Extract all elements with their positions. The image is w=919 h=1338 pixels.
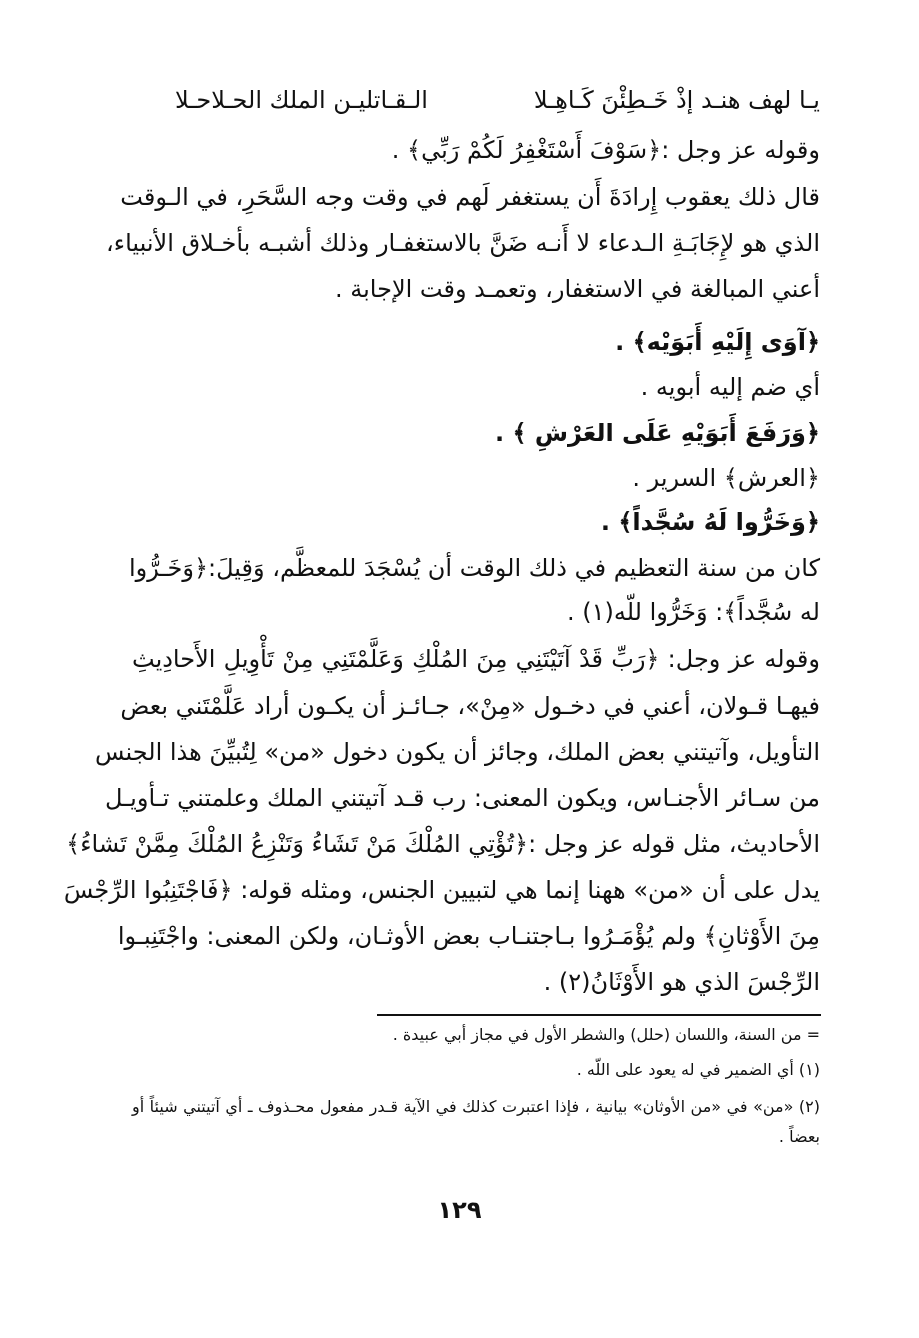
verse-line: ﴿آوَى إِلَيْهِ أَبَوَيْه﴾ .: [615, 328, 820, 356]
text-line: وقوله عز وجل: ﴿رَبِّ قَدْ آتَيْتَنِي مِنَ المُلْكِ وَعَلَّمْتَنِي مِنْ تَأْوِيلِ الأَحادِيثِ: [132, 645, 820, 673]
text-line: أعني المبالغة في الاستغفار، وتعمـد وقت الإجابة .: [334, 275, 820, 303]
text-line: الأحاديث، مثل قوله عز وجل :﴿تُؤْتِي المُلْكَ مَنْ تَشَاءُ وَتَنْزِعُ المُلْكَ مِمَّنْ تَشاءُ﴾: [66, 830, 820, 858]
text-line: ﴿العرش﴾ السرير .: [632, 464, 820, 492]
text-line: أي ضم إليه أبويه .: [640, 373, 820, 401]
text-line: وقوله عز وجل :﴿سَوْفَ أَسْتَغْفِرُ لَكُمْ رَبِّي﴾ .: [391, 136, 820, 164]
page-number: ١٢٩: [437, 1196, 482, 1224]
text-line: من سـائر الأجنـاس، ويكون المعنى: رب قـد آتيتني الملك وعلمتني تـأويـل: [104, 784, 820, 812]
text-line: له سُجَّداً﴾: وَخَرُّوا للّه(١) .: [566, 598, 820, 626]
poem-left-hemistich: الـقـاتليـن الملك الحـلاحـلا: [175, 86, 428, 114]
text-line: الذي هو لإِجَابَـةِ الـدعاء لا أَنـه ضَنَّ بالاستغفـار وذلك أشبـه بأخـلاق الأنبياء،: [106, 229, 820, 257]
poem-right-hemistich: يـا لهف هنـد إذْ خَـطِئْنَ كَـاهِـلا: [533, 86, 820, 114]
text-line: فيهـا قـولان، أعني في دخـول «مِنْ»، جـائـز أن يكـون أراد عَلَّمْتَني بعض: [120, 692, 820, 720]
text-line: مِنَ الأَوْثانِ﴾ ولم يُؤْمَـرُوا بـاجتنـاب بعض الأوثـان، ولكن المعنى: واجْتَنِبـوا: [117, 922, 820, 950]
footnote-continuation: = من السنة، واللسان (حلل) والشطر الأول في مجاز أبي عبيدة .: [392, 1025, 820, 1044]
text-line: الرِّجْسَ الذي هو الأَوْثَانُ(٢) .: [543, 968, 820, 996]
verse-line: ﴿وَرَفَعَ أَبَوَيْهِ عَلَى العَرْشِ ﴾ .: [494, 419, 820, 447]
footnote-separator: [377, 1014, 821, 1016]
text-line: كان من سنة التعظيم في ذلك الوقت أن يُسْجَدَ للمعظَّم، وَقِيلَ:﴿وَخَـرُّوا: [129, 554, 820, 582]
footnote-2-continuation: بعضاً .: [778, 1127, 820, 1146]
verse-line: ﴿وَخَرُّوا لَهُ سُجَّداً﴾ .: [600, 508, 820, 536]
footnote-1: (١) أي الضمير في له يعود على اللّه .: [576, 1060, 820, 1079]
footnote-2: (٢) «من» في «من الأوثان» بيانية ، فإذا اعتبرت كذلك في الآية قـدر مفعول محـذوف ـ أي آتيتني شيئاً أو: [132, 1097, 820, 1116]
text-line: يدل على أن «من» ههنا إنما هي لتبيين الجنس، ومثله قوله: ﴿فَاجْتَنِبُوا الرِّجْسَ: [63, 876, 820, 904]
text-line: قال ذلك يعقوب إِرادَةَ أَن يستغفر لَهم في وقت وجه السَّحَرِ، في الـوقت: [120, 183, 820, 211]
text-line: التأويل، وآتيتني بعض الملك، وجائز أن يكون دخول «من» لِتُبيِّنَ هذا الجنس: [94, 738, 820, 766]
